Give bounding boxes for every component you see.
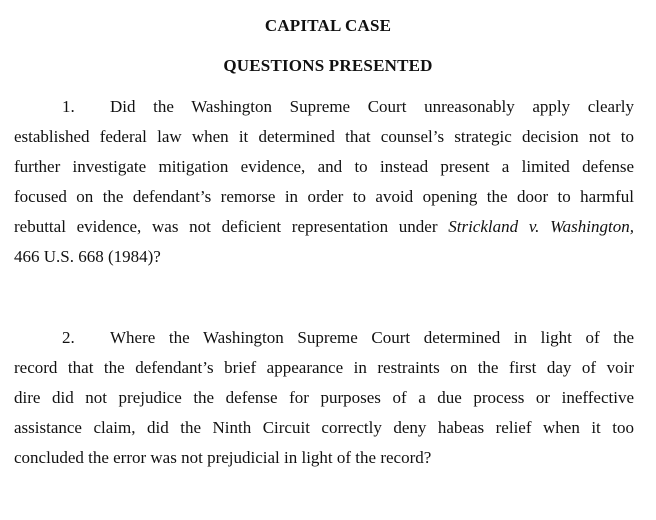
question-1-line-4: focused on the defendant’s remorse in order to avoid opening the door to harmful (14, 187, 634, 206)
capital-case-heading: CAPITAL CASE (264, 16, 392, 35)
question-2-line-1 (14, 323, 634, 353)
question-1-line-2: established federal law when it determined that counsel’s strategic decision not to (14, 127, 634, 146)
question-1-number: 1. (62, 97, 75, 116)
question-1-text-5: rebuttal evidence, was not deficient representation under (14, 217, 438, 236)
case-name-strickland: Strickland v. Washington, (448, 217, 634, 236)
question-2-number: 2. (62, 328, 75, 347)
question-2-paragraph (14, 323, 634, 473)
question-1-citation: 466 U.S. 668 (1984)? (14, 247, 161, 266)
questions-presented-heading: QUESTIONS PRESENTED (223, 56, 433, 75)
question-2-text-1: Where the Washington Supreme Court determined in light of the (110, 328, 634, 347)
question-2-line-4: assistance claim, did the Ninth Circuit correctly deny habeas relief when it too (14, 418, 634, 437)
question-1-paragraph (14, 92, 634, 272)
question-1-line-5 (14, 212, 634, 242)
question-1-text-1: Did the Washington Supreme Court unreasonably apply clearly (110, 97, 634, 116)
question-1-line-1 (14, 92, 634, 122)
question-2-line-5: concluded the error was not prejudicial in light of the record? (14, 448, 432, 467)
question-2-line-2: record that the defendant’s brief appearance in restraints on the first day of voir (14, 358, 634, 377)
question-2-line-3: dire did not prejudice the defense for purposes of a due process or ineffective (14, 388, 634, 407)
question-1-line-3: further investigate mitigation evidence, and to instead present a limited defense (14, 157, 634, 176)
